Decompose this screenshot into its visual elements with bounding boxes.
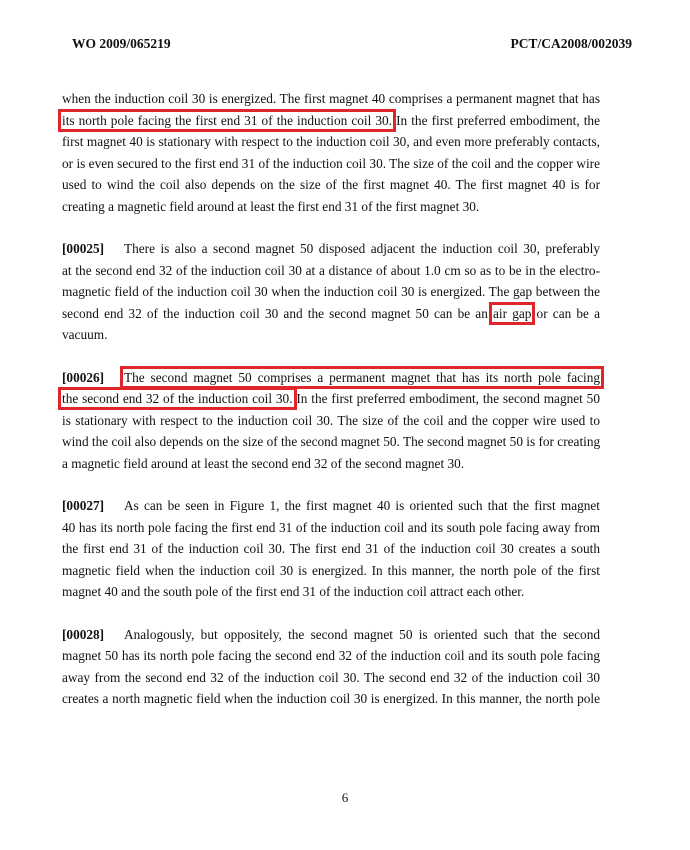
line-text: Analogously, but oppositely, the second magnet 50 is oriented such that the second xyxy=(124,626,600,642)
paragraph-00026 xyxy=(62,367,600,475)
paragraph-number: [00025] xyxy=(62,241,105,256)
text-line: at the second end 32 of the induction coil 30 at a distance of about 1.0 cm so as to be in the electro- xyxy=(62,262,600,278)
body-text xyxy=(62,88,600,731)
paragraph-number: [00027] xyxy=(62,498,105,513)
text-line: creates a north magnetic field when the induction coil 30 is energized. In this manner, the north pole xyxy=(62,691,600,706)
highlighted-phrase: the second end 32 of the induction coil 30. xyxy=(62,391,293,406)
line-remainder: In the first preferred embodiment, the second magnet 50 xyxy=(292,391,600,406)
paragraph-00027 xyxy=(62,495,600,603)
page-number: 6 xyxy=(341,790,349,805)
text-line: first magnet 40 is stationary with respect to the induction coil 30, and even more preferably contacts, xyxy=(62,134,600,149)
text-line: magnet 40 and the south pole of the first end 31 of the induction coil attract each other. xyxy=(62,584,525,599)
publication-number: WO 2009/065219 xyxy=(72,36,171,51)
highlighted-phrase: air gap xyxy=(493,305,532,321)
text-line: vacuum. xyxy=(62,327,108,342)
highlighted-phrase: its north pole facing the first end 31 of the induction coil 30. xyxy=(62,112,392,128)
text-line xyxy=(62,367,600,389)
text-line xyxy=(62,624,600,646)
highlighted-phrase: The second magnet 50 comprises a permanent magnet that has its north pole facing xyxy=(124,369,600,385)
paragraph-number: [00026] xyxy=(62,369,105,385)
text-line: creating a magnetic field around at least the first end 31 of the first magnet 30. xyxy=(62,198,480,214)
line-text: As can be seen in Figure 1, the first magnet 40 is oriented such that the first magnet xyxy=(124,498,600,513)
text-line: away from the second end 32 of the induction coil 30. The second end 32 of the induction coil 30 xyxy=(62,669,600,685)
text-line: when the induction coil 30 is energized. The first magnet 40 comprises a permanent magnet that has xyxy=(62,91,600,106)
text-line: is stationary with respect to the induction coil 30. The size of the coil and the copper wire used to xyxy=(62,412,600,428)
text-line: the first end 31 of the induction coil 30. The first end 31 of the induction coil 30 creates a south xyxy=(62,541,600,556)
text-line xyxy=(62,303,600,325)
paragraph-00025 xyxy=(62,238,600,346)
paragraph-continuation xyxy=(62,88,600,217)
text-line xyxy=(62,238,600,260)
line-text: There is also a second magnet 50 disposed adjacent the induction coil 30, preferably xyxy=(124,241,600,256)
text-line xyxy=(62,388,600,410)
text-line xyxy=(62,110,600,132)
line-remainder: or can be a xyxy=(531,305,600,321)
text-line: used to wind the coil also depends on the size of the first magnet 40. The first magnet 40 is for xyxy=(62,177,600,192)
text-line: magnetic field when the induction coil 30 is energized. In this manner, the north pole of the first xyxy=(62,562,600,578)
text-line: magnetic field of the induction coil 30 when the induction coil 30 is energized. The gap between the xyxy=(62,284,600,299)
text-line xyxy=(62,495,600,517)
text-line: or is even secured to the first end 31 of the induction coil 30. The size of the coil and the copper wire xyxy=(62,155,600,171)
text-line: 40 has its north pole facing the first end 31 of the induction coil and its south pole facing away from xyxy=(62,519,600,535)
paragraph-00028 xyxy=(62,624,600,710)
text-line: magnet 50 has its north pole facing the second end 32 of the induction coil and its south pole facing xyxy=(62,648,600,663)
application-number: PCT/CA2008/002039 xyxy=(510,36,632,51)
text-line: wind the coil also depends on the size of the second magnet 50. The second magnet 50 is for creating xyxy=(62,434,601,449)
text-line: a magnetic field around at least the second end 32 of the second magnet 30. xyxy=(62,455,465,471)
line-remainder: In the first preferred embodiment, the xyxy=(392,112,600,128)
line-start: second end 32 of the induction coil 30 and the second magnet 50 can be an xyxy=(62,305,494,321)
paragraph-number: [00028] xyxy=(62,626,105,642)
